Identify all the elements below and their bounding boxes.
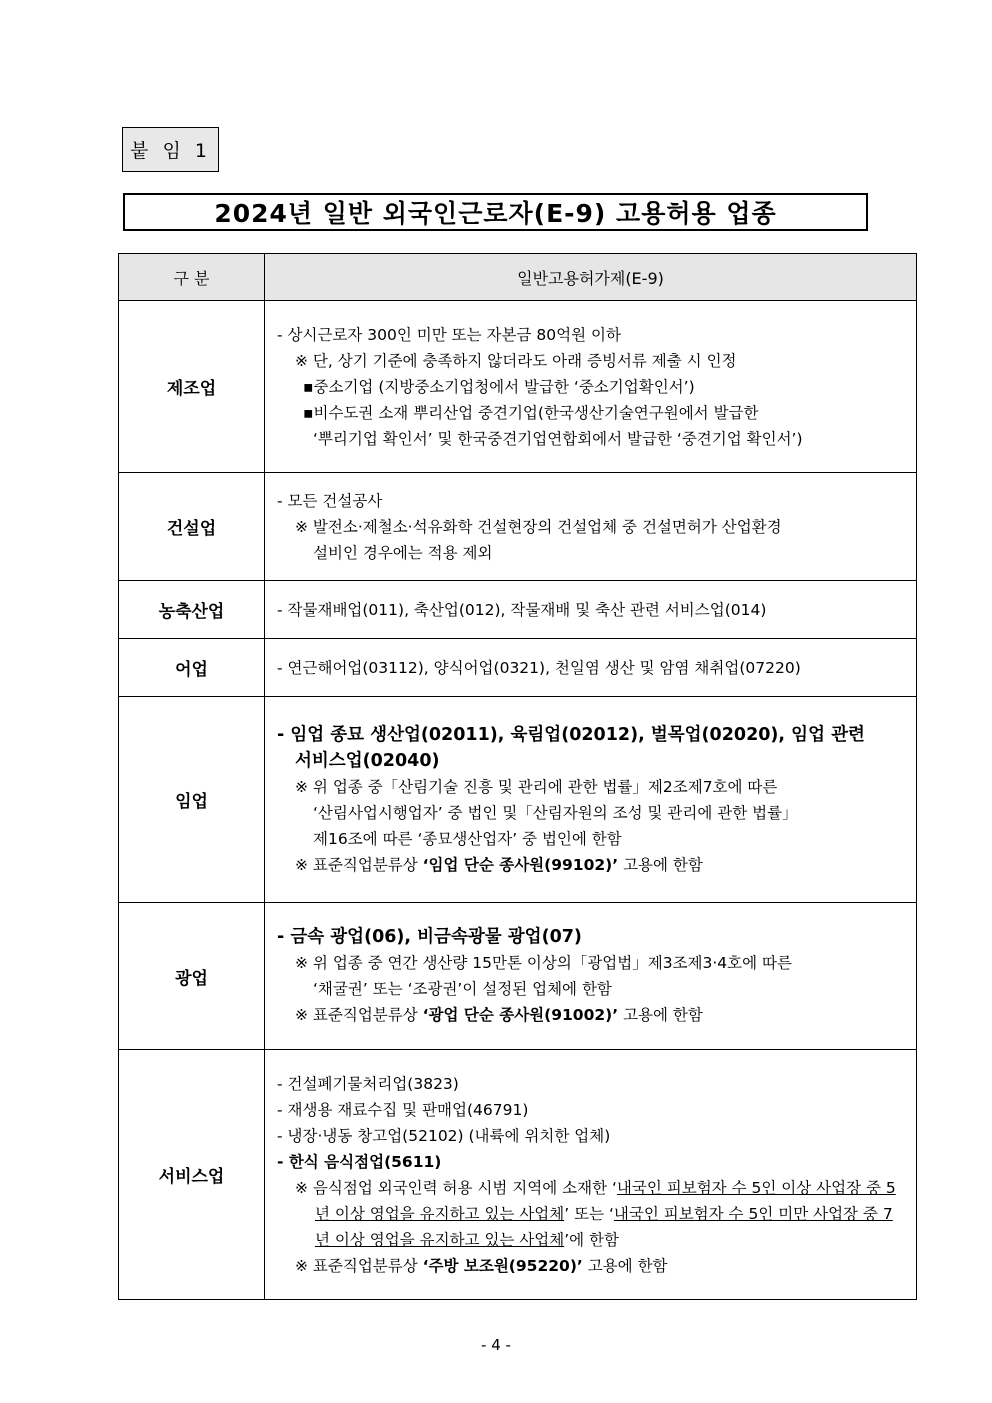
category-mining: 광업 <box>119 903 265 1050</box>
table-row <box>119 1050 917 1300</box>
text-line: - 임업 종묘 생산업(02011), 육림업(02012), 벌목업(02020), 임업 관련 <box>277 724 865 745</box>
category-construction: 건설업 <box>119 473 265 581</box>
content-forestry <box>265 697 917 903</box>
text-fragment: ※ 표준직업분류상 <box>295 855 423 874</box>
underlined-condition: 내국인 피보험자 수 5인 이상 사업장 중 5년 이상 영업을 유지하고 있는 사업체 <box>315 1178 896 1223</box>
table-row <box>119 301 917 473</box>
occupation-code: ‘임업 단순 종사원(99102)’ <box>422 855 619 874</box>
text-line: - 재생용 재료수집 및 판매업(46791) <box>277 1100 529 1119</box>
occupation-code: ‘광업 단순 종사원(91002)’ <box>422 1006 619 1024</box>
text-line: ▪중소기업 (지방중소기업청에서 발급한 ‘중소기업확인서’) <box>303 377 695 396</box>
text-line <box>277 1253 906 1279</box>
text-line: - 상시근로자 300인 미만 또는 자본금 80억원 이하 <box>277 325 621 344</box>
text-line: ※ 위 업종 중「산림기술 진흥 및 관리에 관한 법률」제2조제7호에 따른 <box>295 777 778 796</box>
text-line: ※ 발전소·제철소·석유화학 건설현장의 건설업체 중 건설면허가 산업환경 <box>295 517 782 536</box>
text-line: ※ 위 업종 중 연간 생산량 15만톤 이상의「광업법」제3조제3·4호에 따른 <box>295 954 792 972</box>
content-manufacturing <box>265 301 917 473</box>
table-row <box>119 581 917 639</box>
content-construction <box>265 473 917 581</box>
table-row <box>119 903 917 1050</box>
text-fragment: ’ 또는 ‘ <box>564 1204 614 1223</box>
text-line <box>277 1002 906 1028</box>
table-row <box>119 697 917 903</box>
text-line: ‘채굴권’ 또는 ‘조광권’이 설정된 업체에 한함 <box>313 980 612 998</box>
text-fragment: ※ 음식점업 외국인력 허용 시범 지역에 소재한 ‘ <box>295 1178 617 1197</box>
text-line: - 냉장·냉동 창고업(52102) (내륙에 위치한 업체) <box>277 1126 611 1145</box>
table-header-row <box>119 254 917 301</box>
text-line: - 건설폐기물처리업(3823) <box>277 1074 459 1093</box>
category-fishery: 어업 <box>119 639 265 697</box>
page-title: 2024년 일반 외국인근로자(E-9) 고용허용 업종 <box>123 193 868 231</box>
text-line: - 연근해어업(03112), 양식어업(0321), 천일염 생산 및 암염 채취업(07220) <box>277 658 801 677</box>
text-line: 제16조에 따른 ‘종묘생산업자’ 중 법인에 한함 <box>313 829 622 848</box>
category-agriculture: 농축산업 <box>119 581 265 639</box>
text-line: ▪비수도권 소재 뿌리산업 중견기업(한국생산기술연구원에서 발급한 <box>303 403 759 422</box>
text-line: - 작물재배업(011), 축산업(012), 작물재배 및 축산 관련 서비스업(014) <box>277 600 767 619</box>
text-line: ‘산림사업시행업자’ 중 법인 및「산림자원의 조성 및 관리에 관한 법률」 <box>313 803 798 822</box>
text-fragment: 고용에 한함 <box>618 1006 703 1024</box>
header-category: 구 분 <box>119 254 265 301</box>
text-line <box>277 852 906 878</box>
industry-table <box>118 253 917 1300</box>
text-fragment: ※ 표준직업분류상 <box>295 1006 423 1024</box>
underlined-condition: 내국인 피보험자 수 5인 미만 사업장 중 7년 이상 영업을 유지하고 있는 사업체 <box>315 1204 893 1249</box>
text-line: 설비인 경우에는 적용 제외 <box>313 543 493 562</box>
text-line: - 한식 음식점업(5611) <box>277 1152 442 1171</box>
text-line: - 금속 광업(06), 비금속광물 광업(07) <box>277 927 582 947</box>
text-fragment: 고용에 한함 <box>618 855 703 874</box>
restaurant-note <box>277 1175 906 1253</box>
text-line: - 모든 건설공사 <box>277 491 383 510</box>
content-agriculture <box>265 581 917 639</box>
content-service <box>265 1050 917 1300</box>
occupation-code: ‘주방 보조원(95220)’ <box>422 1256 583 1275</box>
header-content: 일반고용허가제(E-9) <box>265 254 917 301</box>
table-row <box>119 639 917 697</box>
category-service: 서비스업 <box>119 1050 265 1300</box>
content-mining <box>265 903 917 1050</box>
attachment-label: 붙 임 1 <box>122 127 219 172</box>
text-fragment: ※ 표준직업분류상 <box>295 1256 423 1275</box>
page-number: - 4 - <box>481 1336 511 1354</box>
text-fragment: ’에 한함 <box>564 1230 620 1249</box>
text-line: ※ 단, 상기 기준에 충족하지 않더라도 아래 증빙서류 제출 시 인정 <box>295 351 737 370</box>
content-fishery <box>265 639 917 697</box>
category-forestry: 임업 <box>119 697 265 903</box>
text-line: ‘뿌리기업 확인서’ 및 한국중견기업연합회에서 발급한 ‘중견기업 확인서’) <box>313 429 803 448</box>
text-fragment: 고용에 한함 <box>582 1256 668 1275</box>
table-row <box>119 473 917 581</box>
text-line: 서비스업(02040) <box>295 750 440 771</box>
category-manufacturing: 제조업 <box>119 301 265 473</box>
